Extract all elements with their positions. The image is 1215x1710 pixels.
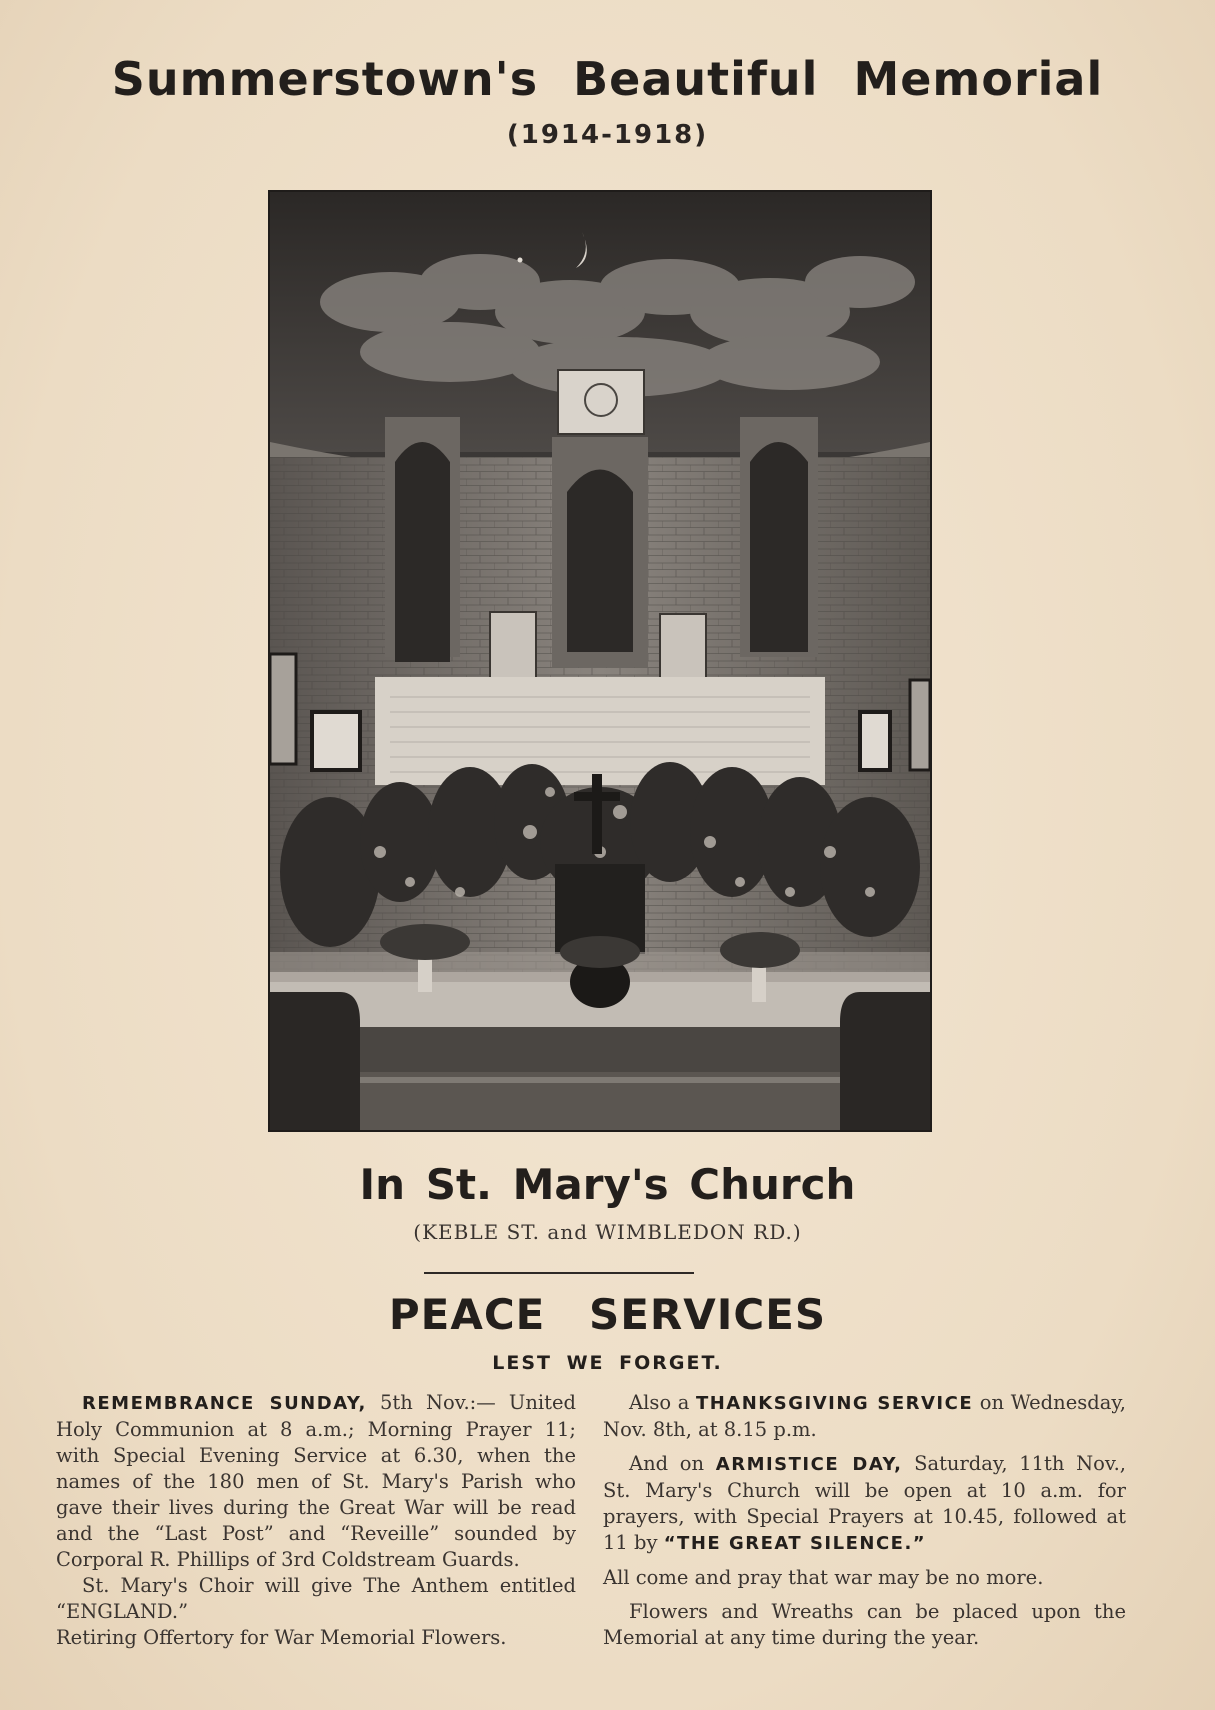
choir-paragraph: St. Mary's Choir will give The Anthem entitled “ENGLAND.” — [56, 1574, 576, 1623]
flowers-paragraph: Flowers and Wreaths can be placed upon the Memorial at any time during the year. — [603, 1600, 1126, 1649]
thanksgiving-paragraph — [603, 1390, 1126, 1443]
date-range: (1914-1918) — [506, 120, 709, 150]
pray-paragraph: All come and pray that war may be no more. — [603, 1566, 1044, 1589]
services-heading: PEACE SERVICES — [388, 1290, 827, 1339]
remembrance-paragraph — [56, 1390, 576, 1573]
thanks-text: on Wednesday, Nov. 8th, at 8.15 p.m. — [603, 1391, 1127, 1441]
thanks-prefix: Also a — [629, 1391, 696, 1414]
silence-label: “THE GREAT SILENCE.” — [663, 1533, 927, 1554]
memorial-tablet — [375, 677, 825, 785]
memorial-photo-illustration — [270, 192, 930, 1130]
right-column — [603, 1390, 1126, 1659]
memorial-photograph — [270, 192, 930, 1130]
divider-rule — [424, 1272, 694, 1274]
armistice-text: Saturday, 11th Nov., St. Mary's Church will be open at 10 a.m. for prayers, with Special Prayers at 10.45, followed at 11 by — [603, 1452, 1126, 1554]
services-motto: LEST WE FORGET. — [492, 1352, 723, 1374]
armistice-paragraph — [603, 1451, 1126, 1557]
left-column — [56, 1390, 576, 1651]
thanks-label: THANKSGIVING SERVICE — [695, 1393, 974, 1414]
page-title: Summerstown's Beautiful Memorial — [111, 52, 1104, 106]
church-address: (KEBLE ST. and WIMBLEDON RD.) — [413, 1220, 802, 1244]
offertory-paragraph: Retiring Offertory for War Memorial Flowers. — [56, 1626, 507, 1649]
remembrance-label: REMEMBRANCE SUNDAY, — [82, 1393, 367, 1414]
remembrance-text: 5th Nov.:— United Holy Communion at 8 a.m.; Morning Prayer 11; with Special Evening Service at 6.30, when the names of the 180 men of St. Mary's Parish who gave their lives during the Great War will be read and the “Last Post” and “Reveille” sounded by Corporal R. Phillips of 3rd Coldstream Guards. — [56, 1391, 576, 1571]
coat-of-arms — [558, 370, 644, 434]
armistice-label: ARMISTICE DAY, — [715, 1454, 903, 1475]
armistice-prefix: And on — [629, 1452, 716, 1475]
cross — [592, 774, 602, 854]
apse-windows — [385, 417, 818, 667]
church-name: In St. Mary's Church — [359, 1160, 856, 1209]
